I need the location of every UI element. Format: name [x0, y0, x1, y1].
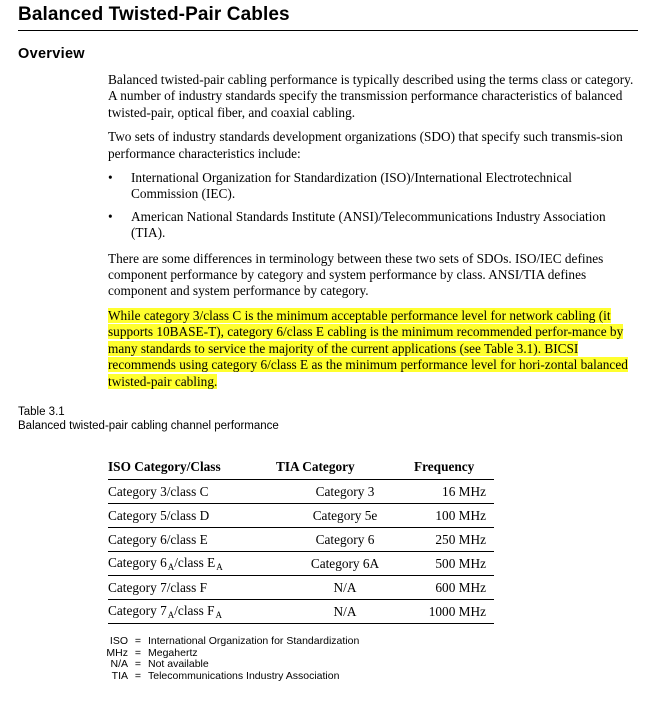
legend-row [100, 636, 359, 648]
frequency-cell: 16 MHz [414, 480, 494, 504]
tia-cell: Category 6A [276, 552, 414, 576]
legend-abbreviation: MHz [106, 646, 128, 659]
section-heading: Overview [18, 46, 85, 62]
column-header-tia: TIA Category [276, 459, 355, 474]
bullet-icon: • [108, 208, 113, 224]
iso-cell-class: /class F [174, 603, 215, 618]
iso-cell-category: Category 6 [108, 555, 167, 570]
cabling-performance-table [108, 458, 494, 624]
paragraph-terminology: There are some differences in terminology between these two sets of SDOs. ISO/IEC defines component performance by category and system performance by class. ANSI/TIA defines component and system performance by category. [108, 250, 604, 299]
table-row [108, 600, 494, 624]
table-row [108, 504, 494, 528]
title-divider [18, 30, 638, 31]
list-item [108, 170, 634, 203]
table-caption: Balanced twisted-pair cabling channel performance [18, 420, 279, 432]
frequency-cell: 500 MHz [414, 552, 494, 576]
table-header-row [108, 458, 494, 480]
legend-equals: = [134, 635, 142, 647]
table-caption-block [18, 405, 279, 433]
list-item-text: American National Standards Institute (ANSI)/Telecommunications Industry Association (TIA). [131, 208, 606, 241]
legend-meaning: International Organization for Standardization [148, 635, 360, 647]
list-item [108, 209, 634, 242]
tia-cell: Category 6 [276, 528, 414, 552]
legend-abbreviation: ISO [109, 635, 128, 647]
table-row [108, 552, 494, 576]
tia-cell: Category 3 [276, 480, 414, 504]
iso-cell [108, 600, 276, 624]
frequency-cell: 250 MHz [414, 528, 494, 552]
legend-equals: = [134, 658, 142, 671]
frequency-cell: 600 MHz [414, 576, 494, 600]
iso-cell [108, 552, 276, 576]
tia-cell: N/A [276, 576, 414, 600]
table-row [108, 528, 494, 552]
tia-cell: Category 5e [276, 504, 414, 528]
legend-abbreviation: N/A [110, 658, 128, 671]
table-row [108, 576, 494, 600]
frequency-cell: 1000 MHz [414, 600, 494, 624]
table-row [108, 480, 494, 504]
legend-equals: = [134, 646, 142, 659]
body-text [108, 72, 634, 398]
paragraph-intro: Balanced twisted-pair cabling performance is typically described using the terms class or category. A number of industry standards specify the transmission performance characteristics of balanced twisted-pair, optical fiber, and coaxial cabling. [108, 72, 634, 120]
frequency-cell: 100 MHz [414, 504, 494, 528]
legend-equals: = [134, 669, 142, 682]
sdo-list [108, 170, 634, 242]
iso-cell: Category 7/class F [108, 576, 276, 600]
iso-cell-class: /class E [174, 555, 216, 570]
iso-cell-subscript: A [215, 610, 222, 620]
paragraph-highlighted [108, 308, 634, 390]
highlighted-text: While category 3/class C is the minimum acceptable performance level for network cabling (it supports 10BASE-T), category 6/class E cabling is the minimum recommended perfor-mance by many standards to service the majority of the current applications (see Table 3.1). BICSI recommends using category 6/class E as the minimum performance level for hori-zontal balanced twisted-pair cabling. [108, 307, 628, 389]
page-title: Balanced Twisted-Pair Cables [18, 4, 290, 25]
iso-cell: Category 3/class C [108, 480, 276, 504]
legend-row [100, 671, 359, 683]
abbreviation-legend [100, 636, 359, 682]
column-header-frequency: Frequency [414, 459, 475, 474]
column-header-iso: ISO Category/Class [108, 459, 221, 474]
iso-cell-subscript: A [216, 562, 223, 572]
iso-cell-subscript: A [167, 610, 175, 620]
legend-meaning: Not available [148, 658, 209, 671]
iso-cell-subscript: A [167, 562, 175, 572]
iso-cell: Category 5/class D [108, 504, 276, 528]
legend-meaning: Telecommunications Industry Association [148, 669, 340, 682]
legend-abbreviation: TIA [111, 669, 128, 682]
tia-cell: N/A [276, 600, 414, 624]
legend-meaning: Megahertz [148, 646, 198, 659]
iso-cell: Category 6/class E [108, 528, 276, 552]
bullet-icon: • [108, 170, 113, 186]
paragraph-sdo: Two sets of industry standards development organizations (SDO) that specify such transmis-sion performance characteristics include: [108, 129, 623, 161]
table-number: Table 3.1 [18, 406, 65, 418]
list-item-text: International Organization for Standardization (ISO)/International Electrotechnical Commission (IEC). [131, 170, 572, 202]
iso-cell-category: Category 7 [108, 603, 167, 618]
